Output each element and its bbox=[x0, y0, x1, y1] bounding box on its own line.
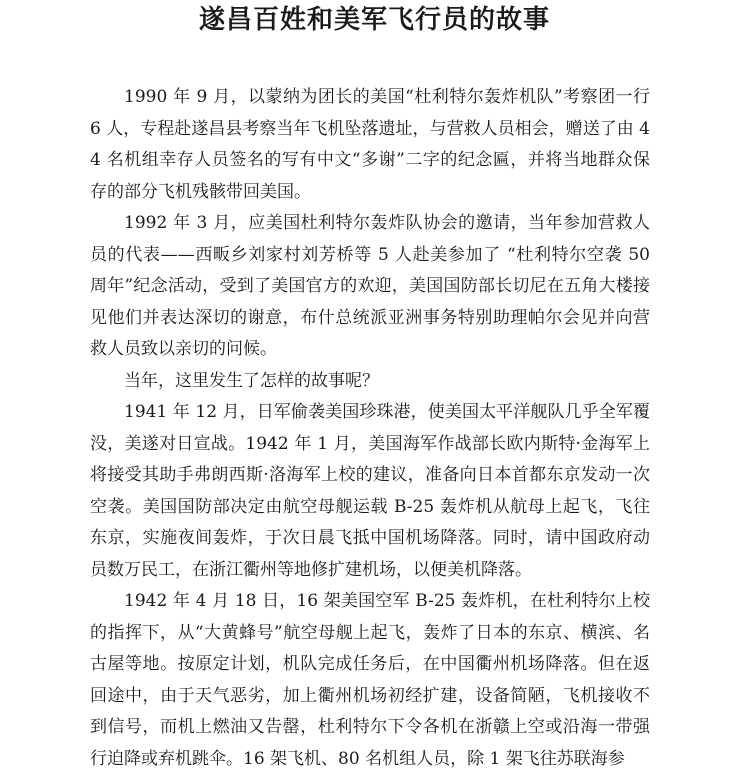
paragraph: 1992 年 3 月，应美国杜利特尔轰炸队协会的邀请，当年参加营救人员的代表——西畈乡刘家村刘芳桥等 5 人赴美参加了 “杜利特尔空袭 50 周年”纪念活动，受到了美国官方的欢迎，美国国防部长切尼在五角大楼接见他们并表达深切的谢意，布什总统派亚洲事务特别助理帕尔会见并向营救人员致以亲切的问候。 bbox=[90, 213, 650, 359]
paragraph: 1941 年 12 月，日军偷袭美国珍珠港，使美国太平洋舰队几乎全军覆没，美遂对日宣战。1942 年 1 月，美国海军作战部长欧内斯特·金海军上将接受其助手弗朗西斯·洛海军上校的建议，准备向日本首都东京发动一次空袭。美国国防部决定由航空母舰运载 B-25 轰炸机从航母上起飞，飞往东京，实施夜间轰炸，于次日晨飞抵中国机场降落。同时，请中国政府动员数万民工，在浙江衢州等地修扩建机场，以便美机降落。 bbox=[90, 402, 650, 580]
paragraph: 当年，这里发生了怎样的故事呢？ bbox=[124, 370, 379, 391]
paragraph: 1942 年 4 月 18 日，16 架美国空军 B-25 轰炸机，在杜利特尔上校的指挥下，从“大黄蜂号”航空母舰上起飞，轰炸了日本的东京、横滨、名古屋等地。按原定计划，机队完成任务后，在中国衢州机场降落。但在返回途中，由于天气恶劣，加上衢州机场初经扩建，设备简陋，飞机接收不到信号，而机上燃油又告罄，杜利特尔下令各机在浙赣上空或沿海一带强行迫降或弃机跳伞。16 架飞机、80 名机组人员，除 1 架飞往苏联海参 bbox=[90, 591, 650, 769]
paragraph: 1990 年 9 月，以蒙纳为团长的美国“杜利特尔轰炸机队”考察团一行 6 人，专程赴遂昌县考察当年飞机坠落遗址，与营救人员相会，赠送了由 44 名机组幸存人员签名的写有中文“多谢”二字的纪念匾，并将当地群众保存的部分飞机残骸带回美国。 bbox=[90, 87, 650, 202]
article-body bbox=[90, 82, 650, 775]
document-title: 遂昌百姓和美军飞行员的故事 bbox=[198, 5, 550, 35]
